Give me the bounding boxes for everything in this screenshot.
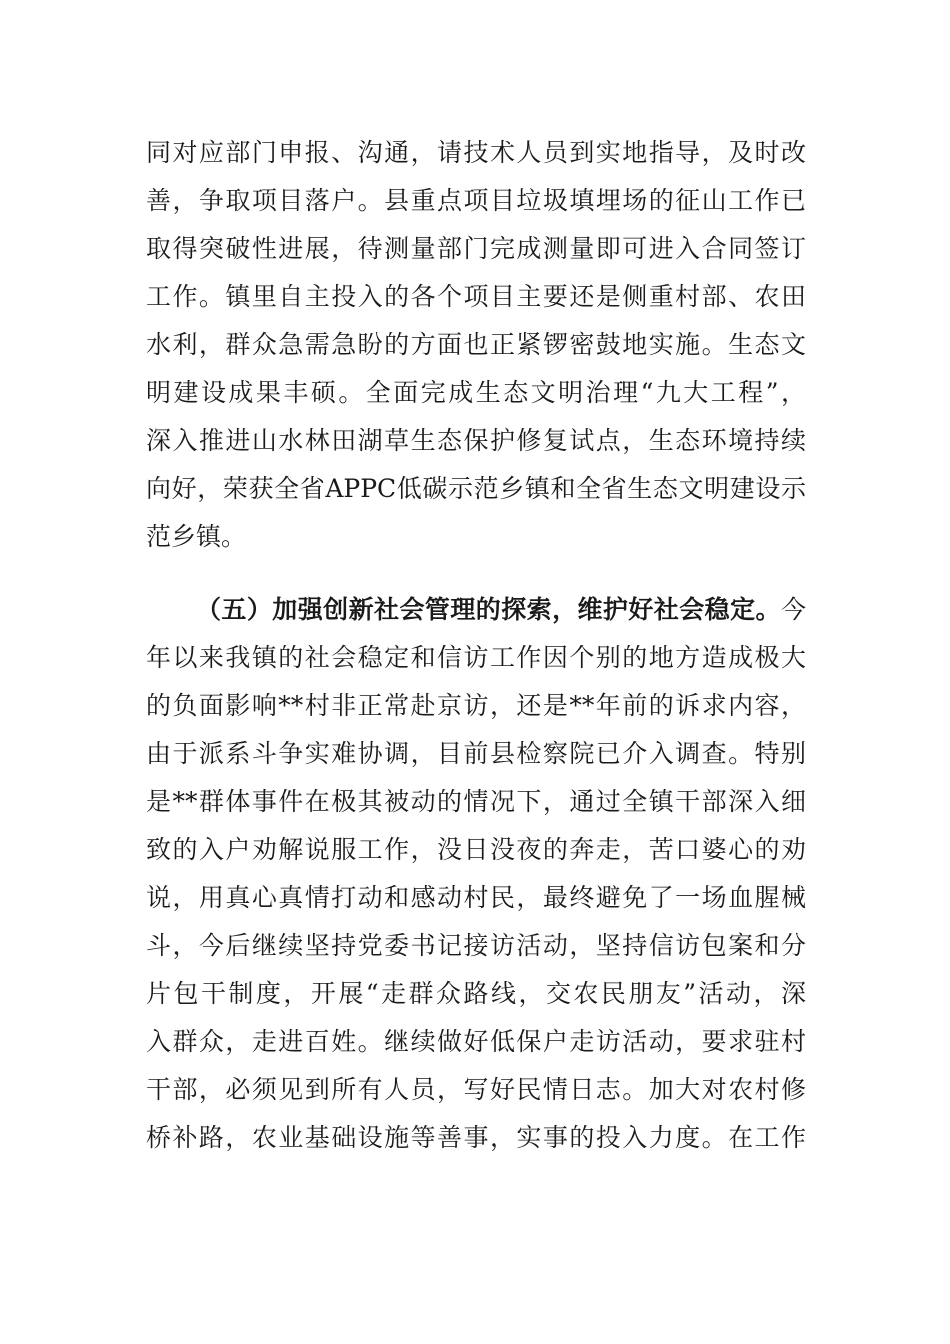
section-heading-tail: 今 (780, 595, 806, 624)
paragraph-2-line: 桥补路，农业基础设施等善事，实事的投入力度。在工作 (146, 1123, 806, 1152)
section-heading: （五）加强创新社会管理的探索，维护好社会稳定。 (196, 595, 781, 624)
paragraph-2-line: 干部，必须见到所有人员，写好民情日志。加大对农村修 (146, 1075, 806, 1104)
paragraph-1-line: 工作。镇里自主投入的各个项目主要还是侧重村部、农田 (146, 282, 806, 311)
paragraph-1-line: 深入推进山水林田湖草生态保护修复试点，生态环境持续 (146, 426, 806, 455)
paragraph-2-line: 的负面影响**村非正常赴京访，还是**年前的诉求内容， (146, 691, 806, 720)
paragraph-2-line: 斗，今后继续坚持党委书记接访活动，坚持信访包案和分 (146, 931, 806, 960)
paragraph-2-line: 入群众，走进百姓。继续做好低保户走访活动，要求驻村 (146, 1027, 806, 1056)
paragraph-2-line: 年以来我镇的社会稳定和信访工作因个别的地方造成极大 (146, 643, 806, 672)
paragraph-1-line: 善，争取项目落户。县重点项目垃圾填埋场的征山工作已 (146, 186, 806, 215)
paragraph-1-line: 同对应部门申报、沟通，请技术人员到实地指导，及时改 (146, 138, 806, 167)
section-heading-line (196, 590, 806, 630)
paragraph-1-line: 水利，群众急需急盼的方面也正紧锣密鼓地实施。生态文 (146, 330, 806, 359)
paragraph-2-line: 由于派系斗争实难协调，目前县检察院已介入调查。特别 (146, 739, 806, 768)
paragraph-1-line: 取得突破性进展，待测量部门完成测量即可进入合同签订 (146, 234, 806, 263)
paragraph-1-line: 明建设成果丰硕。全面完成生态文明治理“九大工程”， (146, 378, 806, 407)
paragraph-1-line: 向好，荣获全省APPC低碳示范乡镇和全省生态文明建设示 (146, 474, 806, 503)
paragraph-2-line: 说，用真心真情打动和感动村民，最终避免了一场血腥械 (146, 883, 806, 912)
paragraph-1-line: 范乡镇。 (146, 522, 247, 551)
paragraph-2-line: 片包干制度，开展“走群众路线，交农民朋友”活动，深 (146, 979, 806, 1008)
paragraph-2-line: 致的入户劝解说服工作，没日没夜的奔走，苦口婆心的劝 (146, 835, 806, 864)
paragraph-2-line: 是**群体事件在极其被动的情况下，通过全镇干部深入细 (146, 787, 806, 816)
